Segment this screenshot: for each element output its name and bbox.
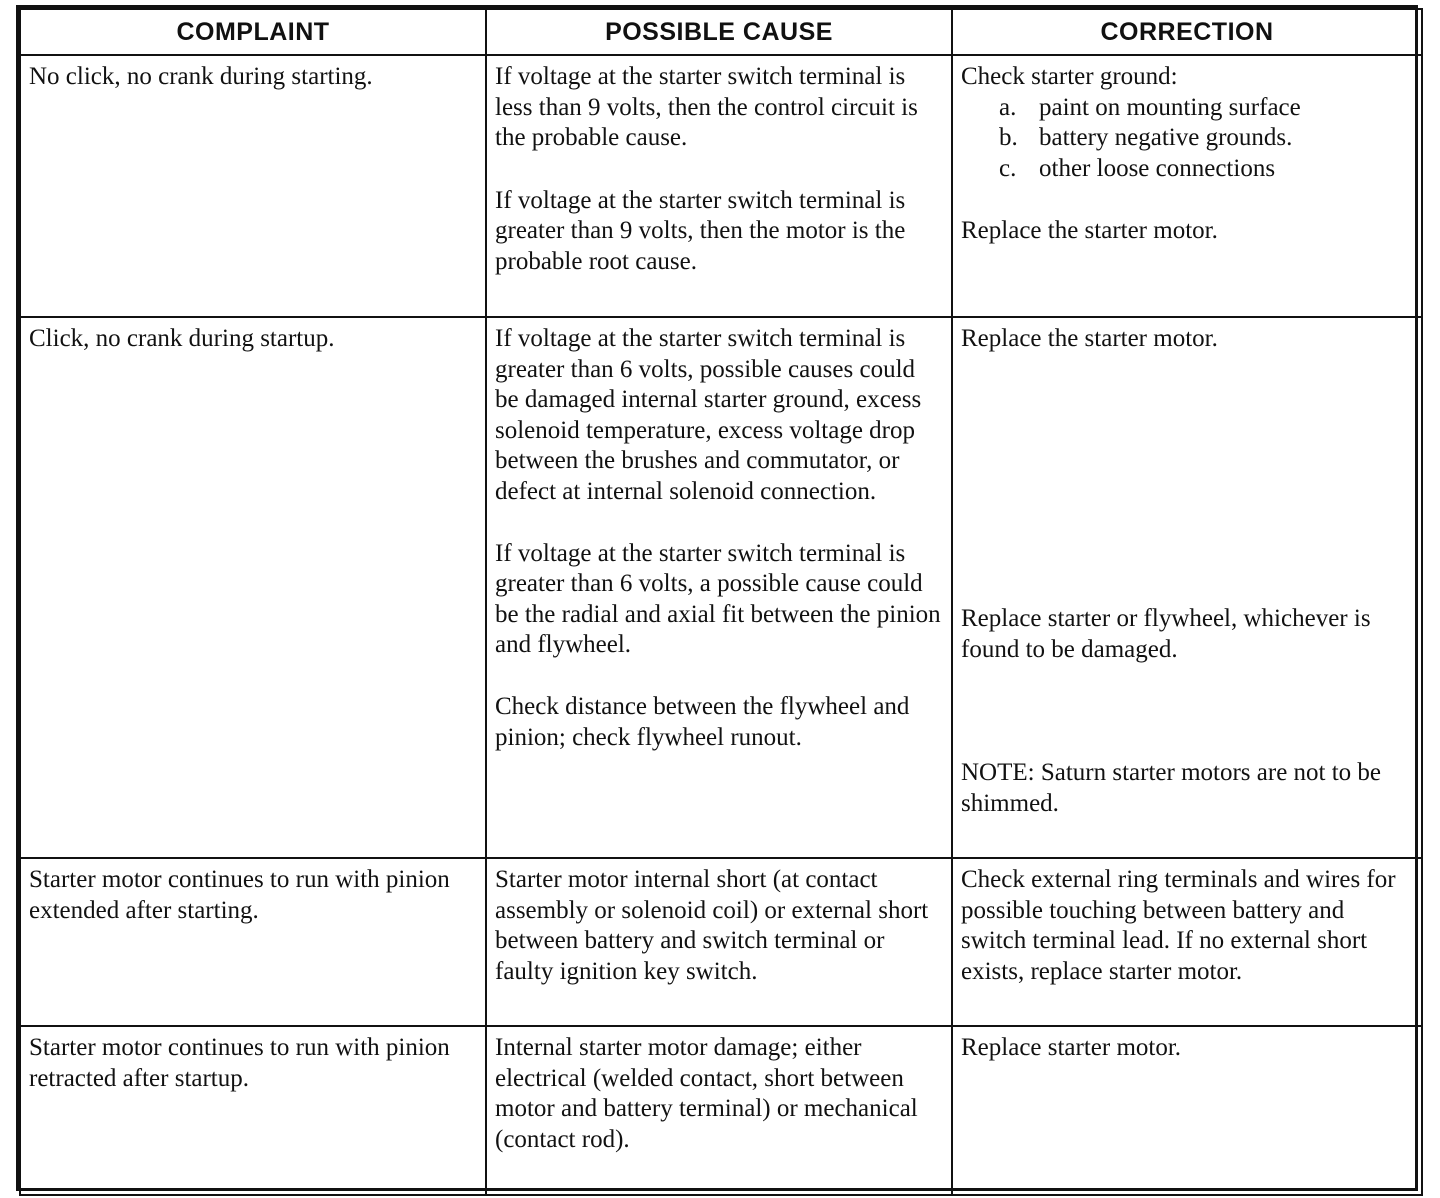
complaint-cell (20, 55, 486, 317)
header-correction: CORRECTION (952, 9, 1422, 55)
complaint-cell (20, 858, 486, 1026)
correction-text: Replace the starter motor. (961, 325, 1218, 352)
table-row (20, 55, 1422, 317)
cause-text: Internal starter motor damage; either electrical (welded contact, short between motor and battery terminal) or mechanical (contact rod). (495, 1034, 918, 1153)
cause-cell (486, 1026, 952, 1195)
correction-list (961, 93, 1413, 185)
correction-text: Replace starter motor. (961, 1034, 1182, 1061)
complaint-text: Click, no crank during startup. (29, 325, 335, 352)
complaint-cell (20, 317, 486, 858)
cause-text: Check distance between the flywheel and pinion; check flywheel runout. (495, 692, 910, 751)
cause-text: If voltage at the starter switch terminal is greater than 6 volts, a possible cause could be the radial and axial fit between the pinion and flywheel. (495, 539, 941, 659)
list-item-text: paint on mounting surface (1039, 93, 1301, 121)
correction-cell (952, 55, 1422, 317)
complaint-text: Starter motor continues to run with pinion retracted after startup. (29, 1034, 450, 1092)
correction-note: NOTE: Saturn starter motors are not to be shimmed. (961, 759, 1382, 817)
cause-text: Starter motor internal short (at contact assembly or solenoid coil) or external short between battery and switch terminal or faulty ignition key switch. (495, 866, 929, 985)
list-item-text: battery negative grounds. (1039, 124, 1293, 152)
correction-intro: Check starter ground: (961, 63, 1178, 90)
list-item-text: other loose connections (1039, 154, 1276, 182)
cause-text: If voltage at the starter switch terminal is greater than 6 volts, possible causes could be damaged internal starter ground, excess solenoid temperature, excess voltage drop between the brushes and commutator, or defect at internal solenoid connection. (495, 325, 922, 505)
correction-text: Replace starter or flywheel, whichever is found to be damaged. (961, 605, 1371, 663)
correction-cell (952, 1026, 1422, 1195)
list-item (999, 154, 1413, 185)
correction-text: Replace the starter motor. (961, 217, 1218, 245)
table-row (20, 317, 1422, 858)
complaint-cell (20, 1026, 486, 1195)
cause-cell (486, 317, 952, 858)
troubleshooting-table-frame (16, 5, 1418, 1191)
complaint-text: No click, no crank during starting. (29, 63, 373, 90)
table-row (20, 858, 1422, 1026)
header-complaint: COMPLAINT (20, 9, 486, 55)
cause-cell (486, 55, 952, 317)
list-letter: a. (999, 93, 1017, 121)
cause-cell (486, 858, 952, 1026)
cause-text: If voltage at the starter switch terminal is greater than 9 volts, then the motor is the probable root cause. (495, 186, 906, 275)
correction-text: Check external ring terminals and wires for possible touching between battery and switch terminal lead. If no external short exists, replace starter motor. (961, 866, 1396, 985)
header-row (20, 9, 1422, 55)
list-item (999, 123, 1413, 154)
table-row (20, 1026, 1422, 1195)
troubleshooting-table (19, 8, 1423, 1196)
list-item (999, 93, 1413, 124)
list-letter: b. (999, 124, 1018, 152)
header-possible-cause: POSSIBLE CAUSE (486, 9, 952, 55)
cause-text: If voltage at the starter switch terminal is less than 9 volts, then the control circuit is the probable cause. (495, 63, 918, 152)
correction-cell (952, 858, 1422, 1026)
complaint-text: Starter motor continues to run with pinion extended after starting. (29, 866, 450, 924)
correction-cell (952, 317, 1422, 858)
list-letter: c. (999, 154, 1017, 182)
